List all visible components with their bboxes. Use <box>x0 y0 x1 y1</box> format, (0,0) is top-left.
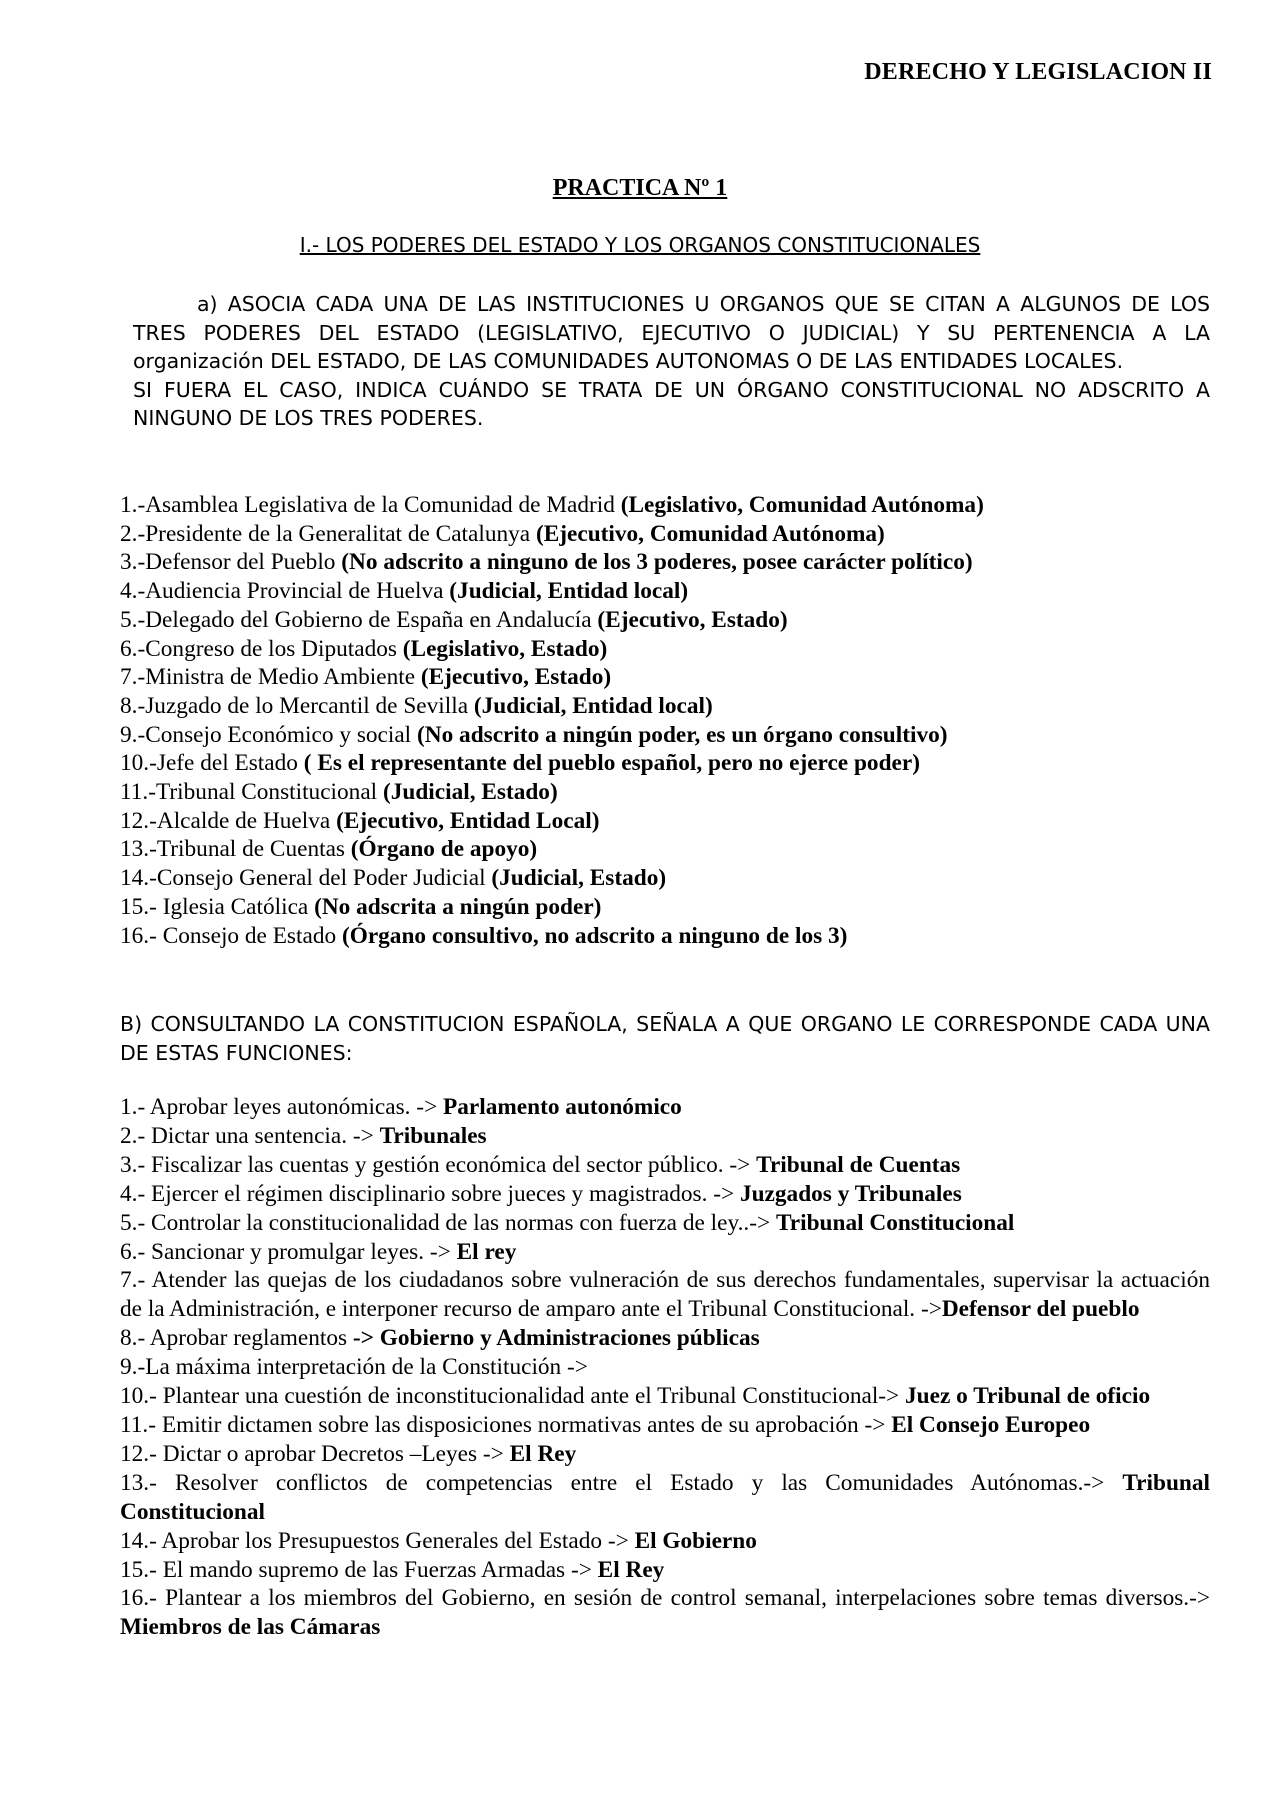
item-answer: Parlamento autonómico <box>443 1094 682 1120</box>
item-text: 1.-Asamblea Legislativa de la Comunidad de Madrid <box>120 492 621 518</box>
item-text: 15.- Iglesia Católica <box>120 893 315 920</box>
item-text: 15.- El mando supremo de las Fuerzas Armadas -> <box>120 1556 598 1583</box>
list-item <box>120 807 1210 836</box>
list-item <box>120 635 1210 664</box>
item-text: 6.-Congreso de los Diputados <box>120 635 403 662</box>
section-a-list <box>120 491 1210 950</box>
item-answer: (No adscrito a ningún poder, es un órgano consultivo) <box>416 721 948 748</box>
item-answer: Miembros de las Cámaras <box>120 1614 381 1641</box>
list-item <box>120 835 1210 864</box>
list-item <box>120 864 1210 893</box>
item-answer: Tribunales <box>379 1122 487 1149</box>
list-item <box>120 1324 1210 1353</box>
item-answer: (Ejecutivo, Comunidad Autónoma) <box>535 520 885 547</box>
item-answer: ( Es el representante del pueblo español, pero no ejerce poder) <box>303 750 920 777</box>
item-answer: El Rey <box>597 1556 665 1583</box>
item-answer: (Legislativo, Estado) <box>402 635 608 662</box>
item-text: 7.- Atender las quejas de los ciudadanos sobre vulneración de sus derechos fundamentales, supervisar la actuación de la Administración, e interponer recurso de amparo ante el Tribunal Constitucional. -> <box>120 1267 1210 1323</box>
item-answer: (Legislativo, Comunidad Autónoma) <box>620 492 984 518</box>
list-item <box>120 548 1210 577</box>
item-text: 8.-Juzgado de lo Mercantil de Sevilla <box>120 692 474 719</box>
item-text: 1.- Aprobar leyes autonómicas. -> <box>120 1094 444 1120</box>
item-answer: Juzgados y Tribunales <box>739 1180 962 1207</box>
item-text: 10.- Plantear una cuestión de inconstitucionalidad ante el Tribunal Constitucional-> <box>120 1383 906 1410</box>
list-item <box>120 1556 1210 1585</box>
item-text: 12.-Alcalde de Huelva <box>120 807 337 834</box>
list-item <box>120 1151 1210 1180</box>
list-item <box>120 520 1210 549</box>
item-answer: Juez o Tribunal de oficio <box>905 1383 1151 1410</box>
item-text: 16.- Plantear a los miembros del Gobierno, en sesión de control semanal, interpelaciones sobre temas diversos.-> <box>120 1585 1210 1612</box>
item-answer: El Consejo Europeo <box>891 1411 1091 1438</box>
item-text: 9.-Consejo Económico y social <box>120 721 417 748</box>
list-item <box>120 721 1210 750</box>
item-text: 7.-Ministra de Medio Ambiente <box>120 664 421 691</box>
item-text: 9.-La máxima interpretación de la Constitución -> <box>120 1354 588 1381</box>
item-answer: Tribunal Constitucional <box>775 1209 1015 1236</box>
section-subtitle: I.- LOS PODERES DEL ESTADO Y LOS ORGANOS CONSTITUCIONALES <box>299 233 981 257</box>
section-a-instructions <box>133 290 1210 433</box>
list-item <box>120 606 1210 635</box>
item-answer: (Órgano de apoyo) <box>350 836 538 863</box>
item-answer: El rey <box>456 1238 517 1265</box>
list-item <box>120 1411 1210 1440</box>
item-answer: (Judicial, Entidad local) <box>449 578 689 605</box>
item-answer: (No adscrita a ningún poder) <box>314 893 602 920</box>
section-b-instructions: B) CONSULTANDO LA CONSTITUCION ESPAÑOLA, SEÑALA A QUE ORGANO LE CORRESPONDE CADA UNA DE ESTAS FUNCIONES: <box>120 1012 1210 1065</box>
item-answer: Defensor del pueblo <box>941 1296 1140 1323</box>
item-answer: (Judicial, Estado) <box>382 779 558 806</box>
list-item <box>120 1180 1210 1209</box>
list-item <box>120 1093 1210 1122</box>
item-text: 16.- Consejo de Estado <box>120 922 342 949</box>
list-item <box>120 922 1210 951</box>
section-a-paragraph-2: SI FUERA EL CASO, INDICA CUÁNDO SE TRATA DE UN ÓRGANO CONSTITUCIONAL NO ADSCRITO A NINGUNO DE LOS TRES PODERES. <box>133 377 1210 431</box>
section-b-list <box>120 1093 1210 1642</box>
item-text: 5.- Controlar la constitucionalidad de las normas con fuerza de ley..-> <box>120 1209 776 1236</box>
list-item <box>120 1266 1210 1324</box>
list-item <box>120 577 1210 606</box>
item-text: 4.- Ejercer el régimen disciplinario sobre jueces y magistrados. -> <box>120 1180 740 1207</box>
item-text: 2.-Presidente de la Generalitat de Catalunya <box>120 520 536 547</box>
item-answer: Tribunal de Cuentas <box>756 1151 961 1178</box>
item-text: 8.- Aprobar reglamentos <box>120 1325 353 1352</box>
item-text: 10.-Jefe del Estado <box>120 750 304 777</box>
list-item <box>120 692 1210 721</box>
item-text: 6.- Sancionar y promulgar leyes. -> <box>120 1238 457 1265</box>
page-header: DERECHO Y LEGISLACION II <box>864 59 1212 85</box>
item-answer: (Ejecutivo, Estado) <box>420 664 612 691</box>
list-item <box>120 1527 1210 1556</box>
item-answer: (Ejecutivo, Entidad Local) <box>336 807 600 834</box>
item-answer: (Ejecutivo, Estado) <box>597 606 788 633</box>
item-text: 13.-Tribunal de Cuentas <box>120 836 351 863</box>
item-answer: (Judicial, Estado) <box>491 865 667 892</box>
item-text: 14.-Consejo General del Poder Judicial <box>120 865 492 892</box>
list-item <box>120 778 1210 807</box>
item-answer: -> Gobierno y Administraciones públicas <box>352 1325 760 1352</box>
section-a-paragraph-1: a) ASOCIA CADA UNA DE LAS INSTITUCIONES U ORGANOS QUE SE CITAN A ALGUNOS DE LOS TRES PODERES DEL ESTADO (LEGISLATIVO, EJECUTIVO O JUDICIAL) Y SU PERTENENCIA A LA organización DEL ESTADO, DE LAS COMUNIDADES AUTONOMAS O DE LAS ENTIDADES LOCALES. <box>133 292 1210 374</box>
item-text: 13.- Resolver conflictos de competencias entre el Estado y las Comunidades Autónomas.-> <box>120 1469 1123 1496</box>
item-answer: El Rey <box>509 1440 577 1467</box>
item-answer: Tribunal Constitucional <box>120 1469 1210 1525</box>
item-text: 2.- Dictar una sentencia. -> <box>120 1122 380 1149</box>
item-answer: El Gobierno <box>634 1527 757 1554</box>
list-item <box>120 893 1210 922</box>
list-item <box>120 1122 1210 1151</box>
list-item <box>120 1238 1210 1267</box>
item-text: 3.-Defensor del Pueblo <box>120 549 342 576</box>
list-item <box>120 1584 1210 1642</box>
item-text: 14.- Aprobar los Presupuestos Generales del Estado -> <box>120 1527 635 1554</box>
page-title: PRACTICA Nº 1 <box>552 175 728 201</box>
list-item <box>120 1382 1210 1411</box>
item-text: 3.- Fiscalizar las cuentas y gestión económica del sector público. -> <box>120 1151 757 1178</box>
list-item <box>120 491 1210 520</box>
item-text: 11.-Tribunal Constitucional <box>120 779 383 806</box>
list-item <box>120 1469 1210 1527</box>
item-text: 5.-Delegado del Gobierno de España en Andalucía <box>120 606 598 633</box>
list-item <box>120 749 1210 778</box>
item-answer: (Órgano consultivo, no adscrito a ninguno de los 3) <box>341 922 848 949</box>
list-item <box>120 1209 1210 1238</box>
item-text: 11.- Emitir dictamen sobre las disposiciones normativas antes de su aprobación -> <box>120 1411 892 1438</box>
item-text: 12.- Dictar o aprobar Decretos –Leyes -> <box>120 1440 510 1467</box>
list-item <box>120 663 1210 692</box>
item-answer: (No adscrito a ninguno de los 3 poderes, posee carácter político) <box>341 549 973 576</box>
item-answer: (Judicial, Entidad local) <box>473 692 713 719</box>
item-text: 4.-Audiencia Provincial de Huelva <box>120 578 450 605</box>
list-item <box>120 1353 1210 1382</box>
list-item <box>120 1440 1210 1469</box>
